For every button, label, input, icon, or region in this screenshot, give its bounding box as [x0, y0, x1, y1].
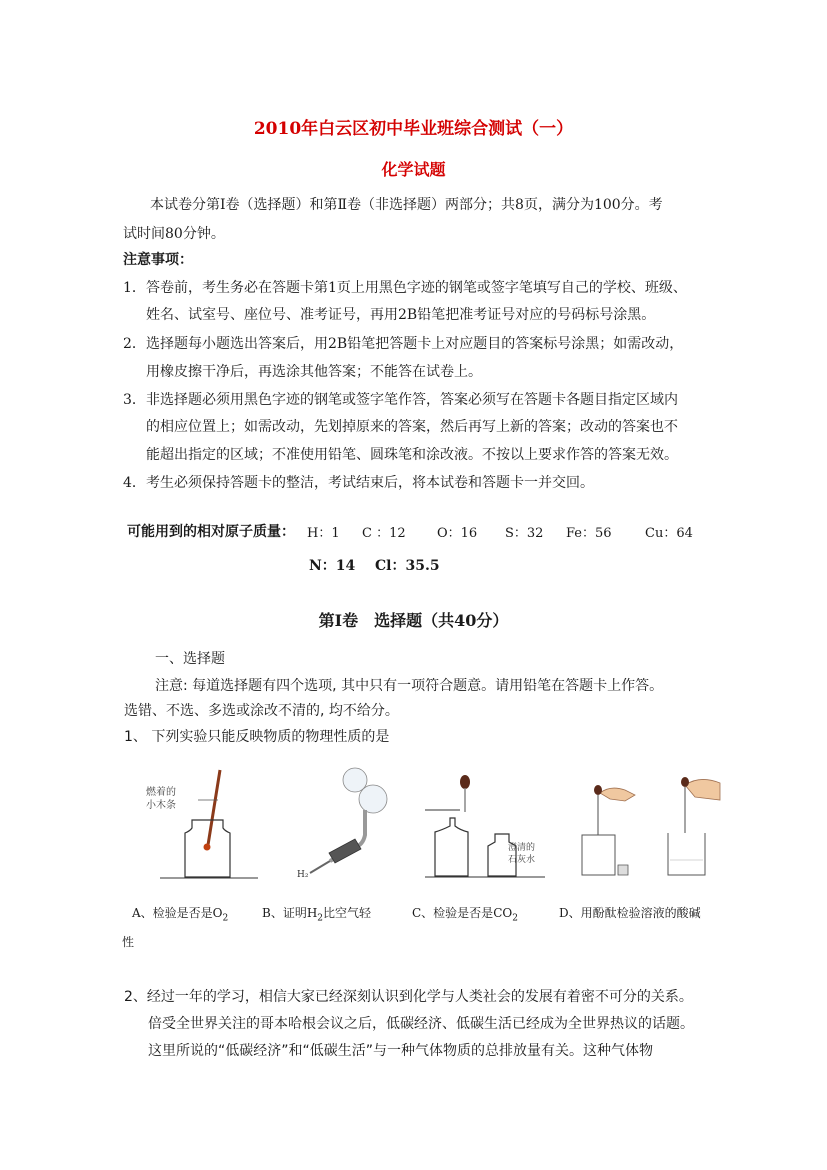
note-3-line-1: 非选择题必须用黑色字迹的钢笔或签字笔作答，答案必须写在答题卡各题目指定区域内: [146, 392, 678, 408]
subject-title: 化学试题: [381, 160, 446, 179]
option-c: [412, 904, 518, 923]
option-b-text: B、证明: [262, 906, 307, 920]
figure-b-hydrogen-bubbles: [285, 765, 405, 885]
option-a-text: A、检验是否是: [132, 906, 213, 920]
note-3-num: 3．: [123, 392, 146, 408]
section-1-title: 第Ⅰ卷 选择题（共40分）: [318, 611, 509, 630]
note-1-line-2: 姓名、试室号、座位号、准考证号，再用2B铅笔把准考证号对应的号码标号涂黑。: [146, 307, 656, 323]
option-c-text: C、检验是否是: [412, 906, 494, 920]
question-1-stem: 1、 下列实验只能反映物质的物理性质的是: [124, 729, 390, 745]
note-1-num: 1．: [123, 280, 146, 296]
figure-c-label-line2: 石灰水: [508, 855, 536, 865]
note-2-num: 2．: [123, 336, 146, 352]
figure-d-phenolphthalein: [570, 765, 725, 885]
note-4-num: 4．: [123, 475, 146, 491]
note-2-line-2: 用橡皮擦干净后，再选涂其他答案；不能答在试卷上。: [146, 364, 482, 380]
part-heading: 一、选择题: [155, 651, 225, 667]
exam-title: 2010年白云区初中毕业班综合测试（一）: [253, 119, 574, 139]
question-2-line-1: 2、经过一年的学习，相信大家已经深刻认识到化学与人类社会的发展有着密不可分的关系。: [124, 989, 693, 1005]
option-a: [132, 904, 228, 923]
question-2-line-3: 这里所说的“低碳经济”和“低碳生活”与一种气体物质的总排放量有关。这种气体物: [148, 1043, 654, 1059]
option-b-formula: H: [306, 906, 318, 920]
instruction-line-2: 选错、不选、多选或涂改不清的, 均不给分。: [124, 703, 399, 719]
figure-a-jar-with-burning-stick: [140, 765, 265, 885]
intro-line-2: 试时间80分钟。: [123, 226, 225, 242]
option-a-formula: O: [212, 906, 223, 920]
mass-s: S：32: [505, 526, 544, 541]
option-a-sub: 2: [222, 913, 229, 924]
atomic-mass-label: 可能用到的相对原子质量：: [127, 524, 295, 540]
note-1-line-1: 答卷前，考生务必在答题卡第1页上用黑色字迹的钢笔或签字笔填写自己的学校、班级、: [146, 280, 687, 296]
option-d: D、用酚酞检验溶液的酸碱: [559, 906, 701, 920]
question-2-line-2: 倍受全世界关注的哥本哈根会议之后，低碳经济、低碳生活已经成为全世界热议的话题。: [148, 1016, 694, 1032]
mass-n: N：14: [309, 558, 356, 574]
mass-fe: Fe：56: [566, 526, 612, 541]
instruction-line-1: 注意: 每道选择题有四个选项, 其中只有一项符合题意。请用铅笔在答题卡上作答。: [155, 678, 664, 694]
option-b-sub: 2: [317, 913, 324, 924]
mass-o: O：16: [437, 526, 478, 541]
note-3-line-3: 能超出指定的区域；不准使用铅笔、圆珠笔和涂改液。不按以上要求作答的答案无效。: [146, 447, 678, 463]
option-c-formula: CO: [493, 906, 513, 920]
note-2-line-1: 选择题每小题选出答案后，用2B铅笔把答题卡上对应题目的答案标号涂黑；如需改动，: [146, 336, 684, 352]
figure-c-label-line1: 澄清的: [508, 843, 536, 853]
option-b-tail: 比空气轻: [323, 906, 372, 920]
mass-h: H：1: [307, 526, 340, 541]
mass-cl: Cl：35.5: [375, 558, 440, 574]
option-c-sub: 2: [512, 913, 518, 924]
intro-line-1: 本试卷分第Ⅰ卷（选择题）和第Ⅱ卷（非选择题）两部分；共8页，满分为100分。考: [150, 197, 663, 213]
notes-heading: 注意事项：: [123, 252, 193, 268]
figure-a-label-line1: 燃着的: [146, 787, 176, 798]
note-4-line-1: 考生必须保持答题卡的整洁，考试结束后，将本试卷和答题卡一并交回。: [146, 475, 594, 491]
figure-c-limewater: [420, 770, 550, 885]
mass-c: C ：12: [362, 526, 406, 541]
figure-b-gas-label: H₂: [297, 870, 309, 880]
mass-cu: Cu：64: [645, 526, 693, 541]
option-d-wrap: 性: [122, 935, 135, 949]
note-3-line-2: 的相应位置上；如需改动，先划掉原来的答案，然后再写上新的答案；改动的答案也不: [146, 419, 678, 435]
figure-a-label-line2: 小木条: [146, 800, 176, 811]
option-b: [262, 904, 371, 923]
